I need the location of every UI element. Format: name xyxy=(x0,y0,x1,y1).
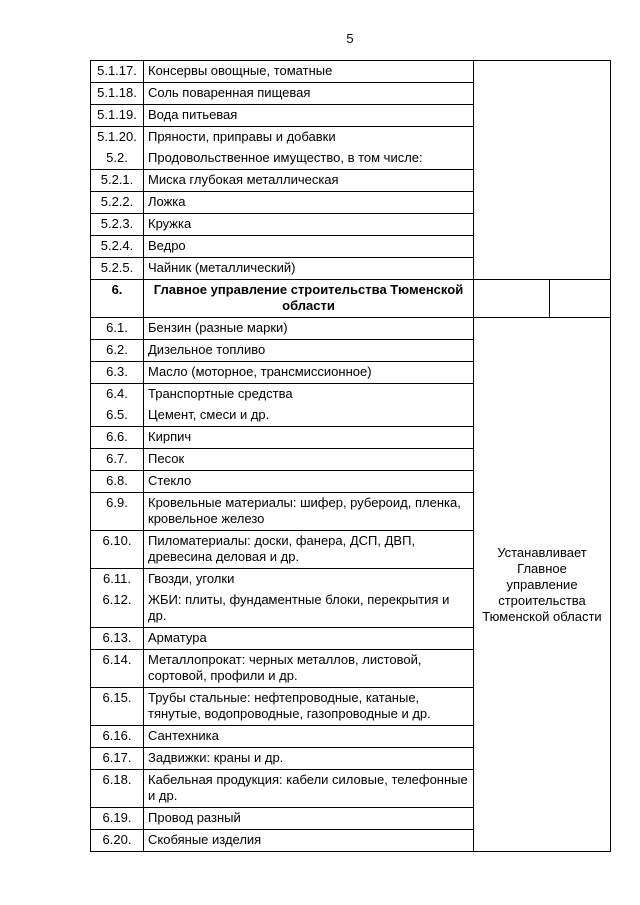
row-name: Миска глубокая металлическая xyxy=(144,170,474,192)
row-name: Чайник (металлический) xyxy=(144,258,474,280)
empty-cell xyxy=(474,280,550,318)
row-name: Дизельное топливо xyxy=(144,340,474,362)
table-row xyxy=(91,61,611,83)
row-number: 5.2.3. xyxy=(91,214,144,236)
row-number: 5.2.5. xyxy=(91,258,144,280)
table-row xyxy=(91,318,611,340)
row-number: 6.10. xyxy=(91,531,144,569)
row-name: Ложка xyxy=(144,192,474,214)
row-number: 6.4. xyxy=(91,384,144,406)
row-name: Бензин (разные марки) xyxy=(144,318,474,340)
row-name: Кружка xyxy=(144,214,474,236)
empty-cell xyxy=(550,280,611,318)
row-number: 6.20. xyxy=(91,830,144,852)
row-number: 6.5. xyxy=(91,405,144,427)
section-number: 6. xyxy=(91,280,144,318)
row-name: Сантехника xyxy=(144,726,474,748)
responsible-authority-note: Устанавливает Главное управление строительства Тюменской области xyxy=(474,318,611,852)
row-number: 5.1.19. xyxy=(91,105,144,127)
row-number: 5.1.20. xyxy=(91,127,144,149)
row-name: Кирпич xyxy=(144,427,474,449)
row-number: 6.6. xyxy=(91,427,144,449)
row-name: Пряности, приправы и добавки xyxy=(144,127,474,149)
row-name: Транспортные средства xyxy=(144,384,474,406)
row-name: Кровельные материалы: шифер, рубероид, пленка, кровельное железо xyxy=(144,493,474,531)
section-title: Главное управление строительства Тюменской области xyxy=(144,280,474,318)
row-name: Продовольственное имущество, в том числе: xyxy=(144,148,474,170)
row-name: Масло (моторное, трансмиссионное) xyxy=(144,362,474,384)
row-name: Металлопрокат: черных металлов, листовой, сортовой, профили и др. xyxy=(144,650,474,688)
row-number: 5.1.18. xyxy=(91,83,144,105)
row-number: 6.3. xyxy=(91,362,144,384)
row-number: 6.1. xyxy=(91,318,144,340)
row-number: 5.1.17. xyxy=(91,61,144,83)
row-number: 6.18. xyxy=(91,770,144,808)
row-name: Трубы стальные: нефтепроводные, катаные, тянутые, водопроводные, газопроводные и др. xyxy=(144,688,474,726)
row-name: Ведро xyxy=(144,236,474,258)
nomenclature-table xyxy=(90,60,611,852)
row-name: ЖБИ: плиты, фундаментные блоки, перекрытия и др. xyxy=(144,590,474,628)
row-number: 6.13. xyxy=(91,628,144,650)
row-number: 5.2.1. xyxy=(91,170,144,192)
row-name: Пиломатериалы: доски, фанера, ДСП, ДВП, древесина деловая и др. xyxy=(144,531,474,569)
row-name: Кабельная продукция: кабели силовые, телефонные и др. xyxy=(144,770,474,808)
row-name: Консервы овощные, томатные xyxy=(144,61,474,83)
row-number: 6.14. xyxy=(91,650,144,688)
row-name: Цемент, смеси и др. xyxy=(144,405,474,427)
row-name: Стекло xyxy=(144,471,474,493)
row-name: Песок xyxy=(144,449,474,471)
row-name: Скобяные изделия xyxy=(144,830,474,852)
row-number: 6.16. xyxy=(91,726,144,748)
row-name: Соль поваренная пищевая xyxy=(144,83,474,105)
row-name: Провод разный xyxy=(144,808,474,830)
row-number: 6.2. xyxy=(91,340,144,362)
section-header-row xyxy=(91,280,611,318)
row-number: 6.11. xyxy=(91,569,144,591)
page-number: 5 xyxy=(346,31,354,46)
row-number: 6.15. xyxy=(91,688,144,726)
row-number: 6.7. xyxy=(91,449,144,471)
row-number: 5.2.2. xyxy=(91,192,144,214)
row-number: 6.8. xyxy=(91,471,144,493)
row-name: Арматура xyxy=(144,628,474,650)
row-name: Гвозди, уголки xyxy=(144,569,474,591)
row-name: Задвижки: краны и др. xyxy=(144,748,474,770)
row-number: 6.17. xyxy=(91,748,144,770)
row-number: 5.2.4. xyxy=(91,236,144,258)
row-number: 6.9. xyxy=(91,493,144,531)
row-number: 5.2. xyxy=(91,148,144,170)
row-name: Вода питьевая xyxy=(144,105,474,127)
row-number: 6.12. xyxy=(91,590,144,628)
row-number: 6.19. xyxy=(91,808,144,830)
section5-note-cell xyxy=(474,61,611,280)
